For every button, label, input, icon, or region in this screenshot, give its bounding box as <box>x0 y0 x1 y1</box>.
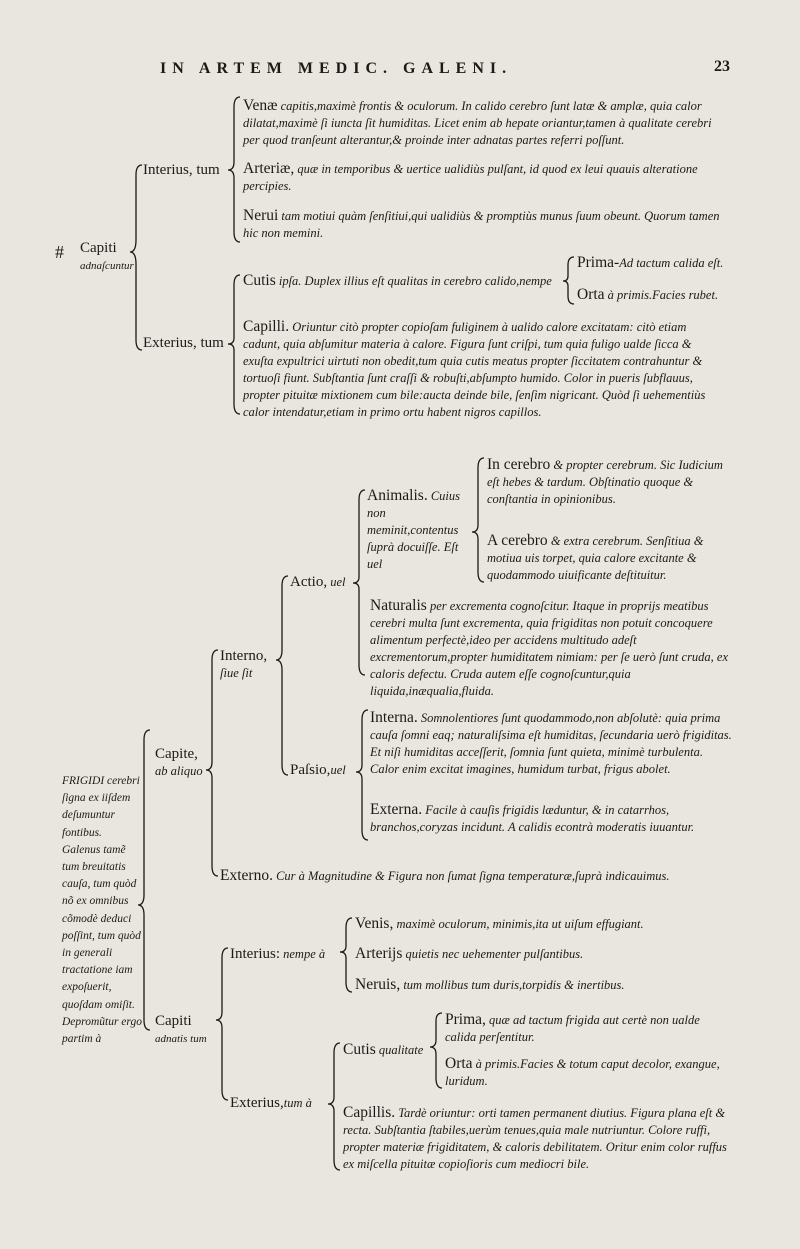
animalis-entry: Animalis. Cuius non meminit,contentus ſuprà docuiſſe. Eſt uel <box>367 487 461 571</box>
brace-exterius <box>228 275 240 414</box>
interna-entry: Interna. Somnolentiores ſunt quodammodo,non abſolutè: quia prima cauſa ſomni eaq; naturaliſsima eſt humiditas, ſecundaria uerò frigiditas. Et niſi humiditas acceſſerit, ſomnia ſunt quieta, minimè turbulenta. Calor enim excitat imagines, humidum turbat, frigus abolet. <box>370 709 732 776</box>
capilli-entry: Capilli. Oriuntur citò propter copioſam fuliginem à ualido calore excitatam: citò etiam cadunt, quia abſumitur materia à calore. Figura ſunt criſpi, tum quia fuligo ualde ſicca & exuſta expultrici uirtuti non obedit,tum quia cutis meatus propter ſiccitatem contrahuntur & tortuoſi fiunt. Subſtantia ſunt craſſi & robuſti,abſumpto humido. Color in pueris ſubflauus, propter pituitæ mixtionem cum bile:aucta deinde bile, ſenſim nigricant. Quòd ſi uehementiùs calor intendatur,etiam in primo ortu habent nigros capillos. <box>243 318 706 419</box>
adnatis-exterius-label: Exterius,tum à <box>230 1095 312 1111</box>
cutis-entry: Cutis ipſa. Duplex illius eſt qualitas in cerebro calido,nempe <box>243 272 552 289</box>
brace-adnatis-exterius <box>328 1043 340 1170</box>
exterius-label: Exterius, tum <box>143 335 224 351</box>
venae-entry: Venæ capitis,maximè frontis & oculorum. In calido cerebro ſunt latæ & amplæ, quia calor dilatat,maximè ſi iuncta ſit humiditas. Licet enim ab hepate oriantur,tamen à qualitate cerebri per quod tranſeunt alterantur,& proinde inter adnatas partes referri poſſunt. <box>243 97 712 147</box>
in-cerebro-entry: In cerebro & propter cerebrum. Sic Iudicium eſt hebes & tardum. Obſtinatio quoque & conſtantia in opinionibus. <box>487 456 723 506</box>
brace-actio <box>353 490 365 675</box>
naturalis-entry: Naturalis per excrementa cognoſcitur. Itaque in proprijs meatibus cerebri multa ſunt excrementa, quia frigiditas non potuit concoquere alimentum perfectè,ideo per accidens multitudo adeſt excrementorum,propter humiditatem nimiam: per ſe uerò ſunt cruda, ex caloris defectu. Cruda autem eſſe cognoſcuntur,quia liquida,inæqualia,fluida. <box>370 597 729 698</box>
section-mark: # <box>55 242 64 262</box>
capiti-adnatis-label: Capiti adnatis tum <box>155 1013 207 1045</box>
nervi-entry: Nerui tam motiui quàm ſenſitiui,qui ualidiùs & promptiùs munus ſuum obeunt. Quorum tamen hic non memini. <box>243 207 720 240</box>
brace-animalis <box>472 458 484 582</box>
brace-passio <box>356 710 368 840</box>
cutis-prima: Prima-Ad tactum calida eſt. <box>577 254 724 271</box>
externo-entry: Externo. Cur à Magnitudine & Figura non ſumat ſigna temperaturæ,ſuprà indicauimus. <box>220 867 670 884</box>
brace-frigidi <box>138 730 150 1030</box>
page-number: 23 <box>714 58 730 75</box>
passio-label: Paſsio,uel <box>290 762 346 778</box>
adnatis-cutis-prima: Prima, quæ ad tactum frigida aut certè non ualde calida perſentitur. <box>445 1011 700 1044</box>
cutis-orta: Orta à primis.Facies rubet. <box>577 286 719 303</box>
interno-label: Interno, ſiue ſit <box>220 648 268 680</box>
a-cerebro-entry: A cerebro & extra cerebrum. Senſitiua & motiua uis torpet, quia calore excitante & quodammodo uiuificante deſtituitur. <box>487 532 704 582</box>
brace-adnatis-interius <box>340 918 352 992</box>
brace-adnatis-cutis <box>430 1013 442 1088</box>
arterijs-entry: Arterijs quietis nec uehementer pulſantibus. <box>355 945 584 962</box>
brace-interno <box>276 576 288 775</box>
adnatis-cutis-label: Cutis qualitate <box>343 1041 424 1058</box>
neruis-entry: Neruis, tum mollibus tum duris,torpidis & inertibus. <box>355 976 625 993</box>
adnatis-interius-label: Interius: nempe à <box>230 946 326 962</box>
brace-cutis-capiti <box>563 257 574 304</box>
frigidi-intro: FRIGIDI cerebri ſigna ex iiſdem deſumuntur fontibus. Galenus tamẽ tum breuitatis cauſa, tum quòd nõ ex omnibus cõmodè deduci poſſint, tum quòd in generali tractatione iam expoſuerit, quoſdam omiſit. Depromũtur ergo partim à <box>62 775 142 1046</box>
actio-label: Actio, uel <box>290 574 346 590</box>
adnatis-cutis-orta: Orta à primis.Facies & totum caput decolor, exangue, luridum. <box>445 1055 720 1088</box>
brace-capiti <box>130 165 142 350</box>
capillis-entry: Capillis. Tardè oriuntur: orti tamen permanent diutius. Figura plana eſt & recta. Subſtantia ſtabiles,uerùm tenues,quia male nutriuntur. Colore ruffi, propter materiæ frigiditatem, & caloris debilitatem. Oritur enim color ruffus ex miſcella pituitæ copioſioris cum mediocri bile. <box>343 1104 727 1171</box>
brace-capiti-adnatis <box>216 948 228 1100</box>
capiti-label: Capiti adnaſcuntur <box>80 240 134 272</box>
brace-capite <box>206 650 218 876</box>
externa-entry: Externa. Facile à cauſis frigidis læduntur, & in catarrhos, branchos,coryzas incidunt. A calidis econtrà moderatis iuuantur. <box>370 801 695 834</box>
running-title: IN ARTEM MEDIC. GALENI. <box>160 60 513 77</box>
venis-entry: Venis, maximè oculorum, minimis,ita ut uiſum effugiant. <box>355 915 644 932</box>
capite-label: Capite, ab aliquo <box>155 746 203 778</box>
brace-interius <box>228 97 240 242</box>
arteriae-entry: Arteriæ, quæ in temporibus & uertice ualidiùs pulſant, id quod ex leui quauis alteratione percipies. <box>243 160 698 193</box>
interius-label: Interius, tum <box>143 162 220 178</box>
